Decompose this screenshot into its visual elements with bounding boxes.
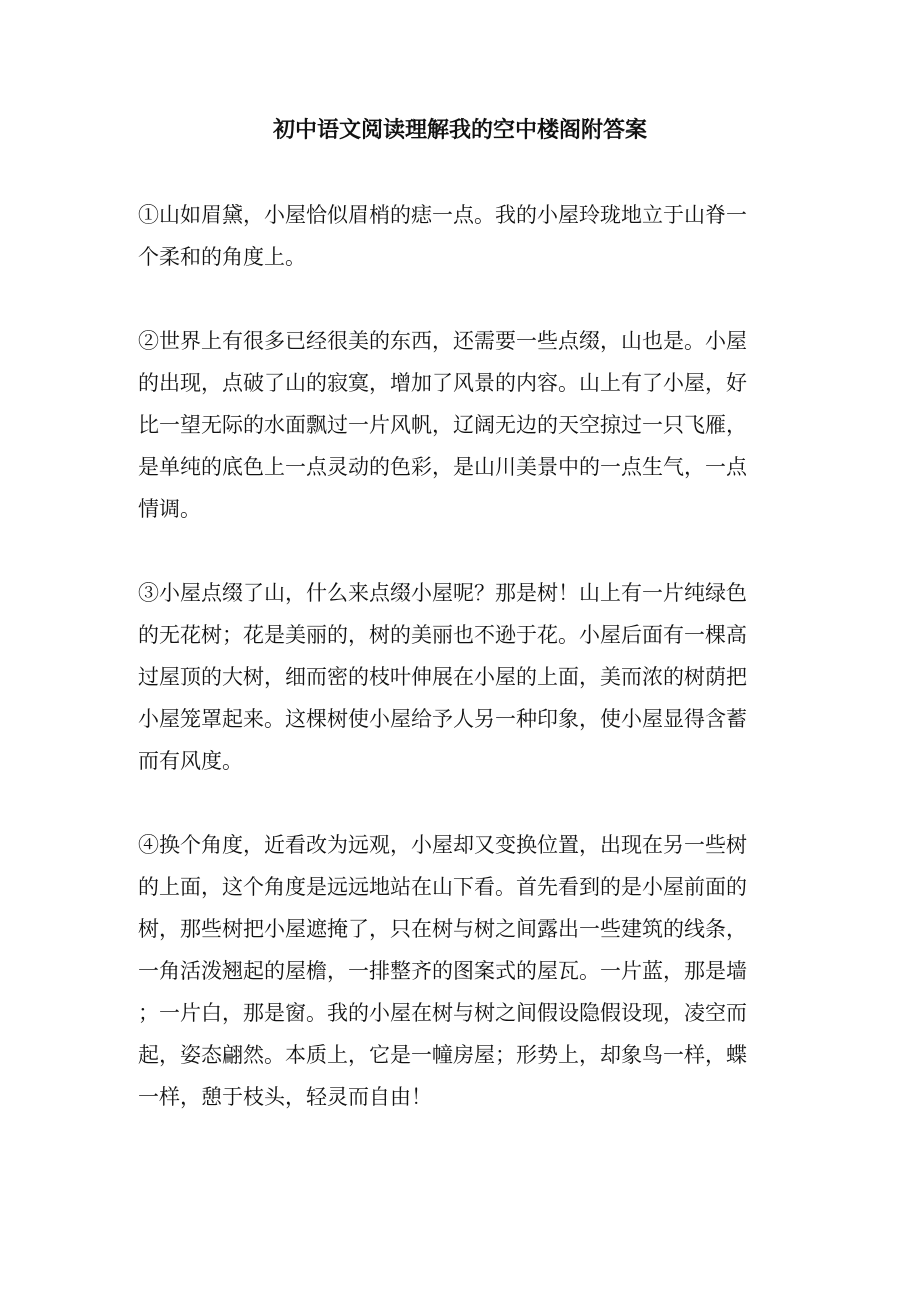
text-line: 比一望无际的水面飘过一片风帆，辽阔无边的天空掠过一只飞雁， [138,413,747,437]
paragraph-2 [138,320,778,530]
text-line: ②世界上有很多已经很美的东西，还需要一些点缀，山也是。小屋 [138,329,747,353]
text-line: 起，姿态翩然。本质上，它是一幢房屋；形势上，却象鸟一样，蝶 [138,1043,747,1067]
text-line: 个柔和的角度上。 [138,245,306,269]
paragraph-4 [138,824,778,1118]
text-line: ①山如眉黛，小屋恰似眉梢的痣一点。我的小屋玲珑地立于山脊一 [138,203,747,227]
paragraph-1 [138,194,778,278]
text-line: ④换个角度，近看改为远观，小屋却又变换位置，出现在另一些树 [138,833,747,857]
text-line: ；一片白，那是窗。我的小屋在树与树之间假设隐假设现，凌空而 [138,1001,747,1025]
text-line: 的上面，这个角度是远远地站在山下看。首先看到的是小屋前面的 [138,875,747,899]
text-line: 过屋顶的大树，细而密的枝叶伸展在小屋的上面，美而浓的树荫把 [138,665,747,689]
text-line: 而有风度。 [138,749,243,773]
document-title: 初中语文阅读理解我的空中楼阁附答案 [272,117,647,143]
text-line: 一角活泼翘起的屋檐，一排整齐的图案式的屋瓦。一片蓝，那是墙 [138,959,747,983]
text-line: 的出现，点破了山的寂寞，增加了风景的内容。山上有了小屋，好 [138,371,747,395]
text-line: 的无花树；花是美丽的，树的美丽也不逊于花。小屋后面有一棵高 [138,623,747,647]
text-line: 是单纯的底色上一点灵动的色彩，是山川美景中的一点生气，一点 [138,455,747,479]
text-line: 树，那些树把小屋遮掩了，只在树与树之间露出一些建筑的线条， [138,917,747,941]
text-line: ③小屋点缀了山，什么来点缀小屋呢？那是树！山上有一片纯绿色 [138,581,747,605]
document-body [138,194,778,1160]
text-line: 一样，憩于枝头，轻灵而自由！ [138,1085,432,1109]
text-line: 情调。 [138,497,201,521]
text-line: 小屋笼罩起来。这棵树使小屋给予人另一种印象，使小屋显得含蓄 [138,707,747,731]
paragraph-3 [138,572,778,782]
